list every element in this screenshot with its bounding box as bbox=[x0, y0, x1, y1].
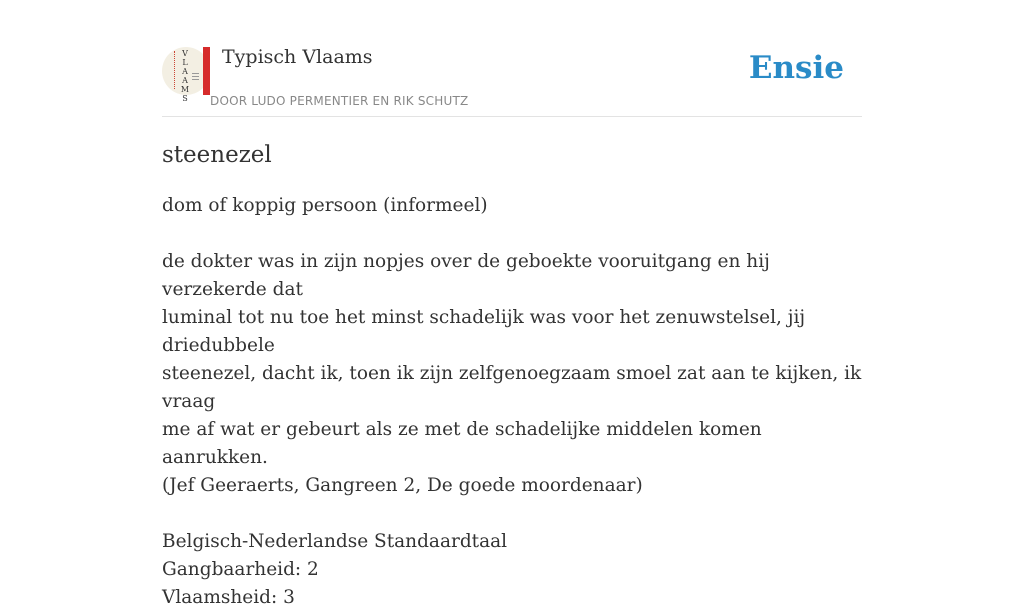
avatar[interactable] bbox=[162, 47, 210, 103]
definition: dom of koppig persoon (informeel) bbox=[162, 195, 488, 216]
example-line: me af wat er gebeurt als ze met de schadelijke middelen komen aanrukken. bbox=[162, 419, 762, 468]
example-line: luminal tot nu toe het minst schadelijk was voor het zenuwstelsel, jij driedubbele bbox=[162, 307, 806, 356]
language-label: Belgisch-Nederlandse Standaardtaal bbox=[162, 531, 508, 552]
header bbox=[162, 0, 862, 117]
entry-term: steenezel bbox=[162, 142, 272, 168]
example-source: (Jef Geeraerts, Gangreen 2, De goede moordenaar) bbox=[162, 475, 643, 496]
entry-content bbox=[162, 138, 862, 612]
authors-byline: DOOR LUDO PERMENTIER EN RIK SCHUTZ bbox=[210, 94, 469, 108]
gangbaarheid-label: Gangbaarheid: 2 bbox=[162, 559, 319, 580]
ensie-logo[interactable]: Ensie bbox=[748, 50, 844, 86]
example-line: de dokter was in zijn nopjes over de geboekte vooruitgang en hij verzekerde dat bbox=[162, 251, 770, 300]
site-title[interactable]: Typisch Vlaams bbox=[222, 46, 373, 68]
avatar-decoration bbox=[174, 51, 177, 89]
vlaamsheid-label: Vlaamsheid: 3 bbox=[162, 587, 295, 608]
entry-body bbox=[162, 192, 862, 612]
avatar-stripe bbox=[203, 47, 210, 95]
avatar-decoration bbox=[192, 73, 199, 74]
example-line: steenezel, dacht ik, toen ik zijn zelfgenoegzaam smoel zat aan te kijken, ik vraag bbox=[162, 363, 862, 412]
avatar-letters: V L A A M S bbox=[180, 49, 190, 103]
